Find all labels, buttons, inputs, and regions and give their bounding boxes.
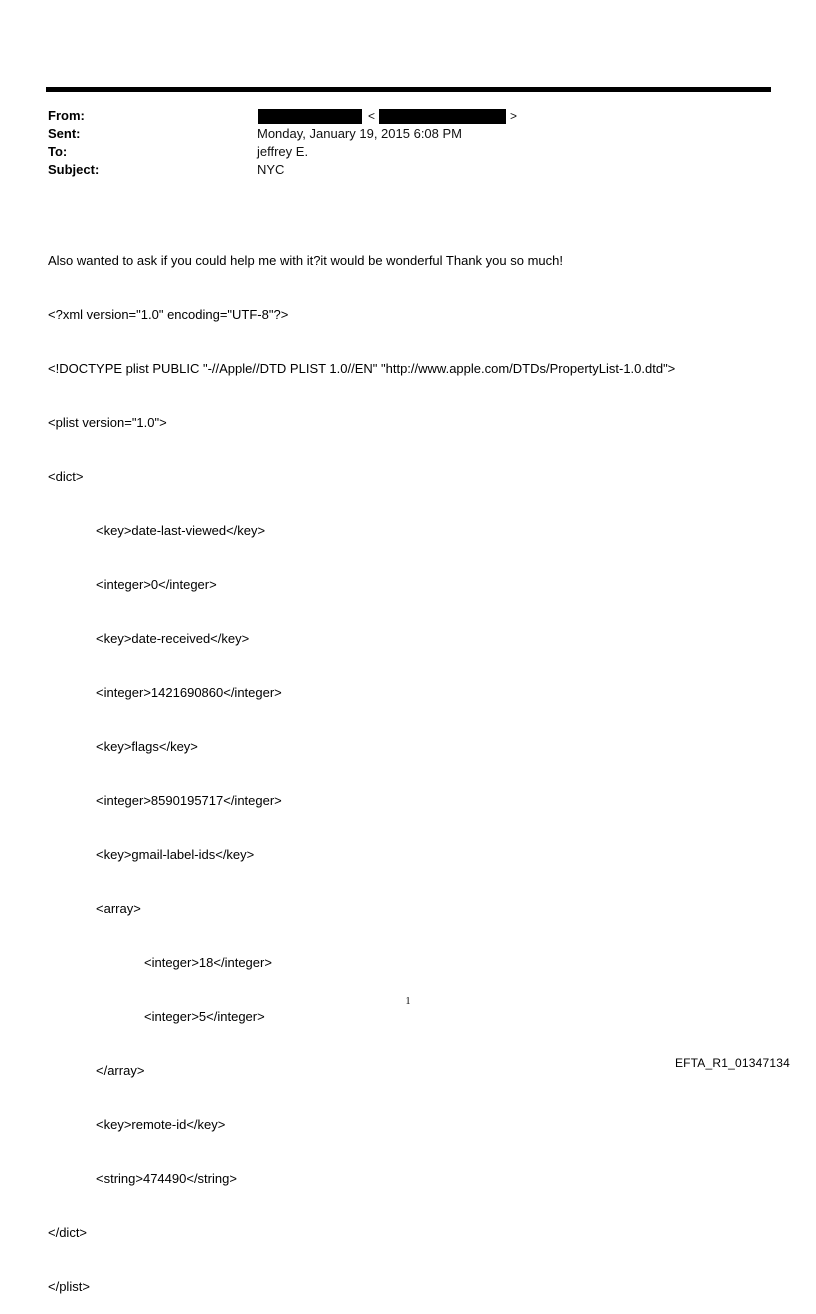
- key-remote-id: <key>remote-id</key>: [96, 1117, 226, 1132]
- key-date-received: <key>date-received</key>: [96, 631, 250, 646]
- array-integer-18: <integer>18</integer>: [144, 955, 272, 970]
- email-body: [48, 216, 788, 1314]
- xml-declaration: <?xml version="1.0" encoding="UTF-8"?>: [48, 307, 289, 322]
- bates-number: EFTA_R1_01347134: [674, 1056, 790, 1070]
- subject-value: NYC: [257, 162, 285, 177]
- from-open-bracket: <: [368, 109, 376, 123]
- dict-open: <dict>: [48, 469, 84, 484]
- message-text: Also wanted to ask if you could help me with it?it would be wonderful Thank you so much!: [48, 253, 563, 268]
- subject-label: Subject:: [48, 162, 100, 177]
- array-close: </array>: [96, 1063, 145, 1078]
- from-row: [48, 107, 748, 125]
- key-gmail-label-ids: <key>gmail-label-ids</key>: [96, 847, 255, 862]
- to-label: To:: [48, 144, 68, 159]
- integer-flags: <integer>8590195717</integer>: [96, 793, 282, 808]
- subject-row: [48, 161, 748, 179]
- redacted-sender-name: [258, 109, 362, 124]
- sent-label: Sent:: [48, 126, 81, 141]
- key-date-last-viewed: <key>date-last-viewed</key>: [96, 523, 266, 538]
- to-value: jeffrey E.: [257, 144, 309, 159]
- from-close-bracket: >: [510, 109, 518, 123]
- dict-close: </dict>: [48, 1225, 88, 1240]
- array-open: <array>: [96, 901, 141, 916]
- header-divider: [46, 87, 771, 92]
- page-number: 1: [405, 996, 411, 1007]
- doctype-line: <!DOCTYPE plist PUBLIC "-//Apple//DTD PLIST 1.0//EN" "http://www.apple.com/DTDs/PropertyList-1.0.dtd">: [48, 361, 676, 376]
- plist-open: <plist version="1.0">: [48, 415, 167, 430]
- string-remote-id: <string>474490</string>: [96, 1171, 237, 1186]
- integer-date-last-viewed: <integer>0</integer>: [96, 577, 217, 592]
- redacted-sender-email: [379, 109, 506, 124]
- sent-value: Monday, January 19, 2015 6:08 PM: [257, 126, 462, 141]
- key-flags: <key>flags</key>: [96, 739, 198, 754]
- from-value: [257, 107, 517, 125]
- to-row: [48, 143, 748, 161]
- array-integer-5: <integer>5</integer>: [144, 1009, 265, 1024]
- email-header: [48, 107, 748, 179]
- plist-close: </plist>: [48, 1279, 90, 1294]
- from-label: From:: [48, 108, 85, 123]
- integer-date-received: <integer>1421690860</integer>: [96, 685, 282, 700]
- sent-row: [48, 125, 748, 143]
